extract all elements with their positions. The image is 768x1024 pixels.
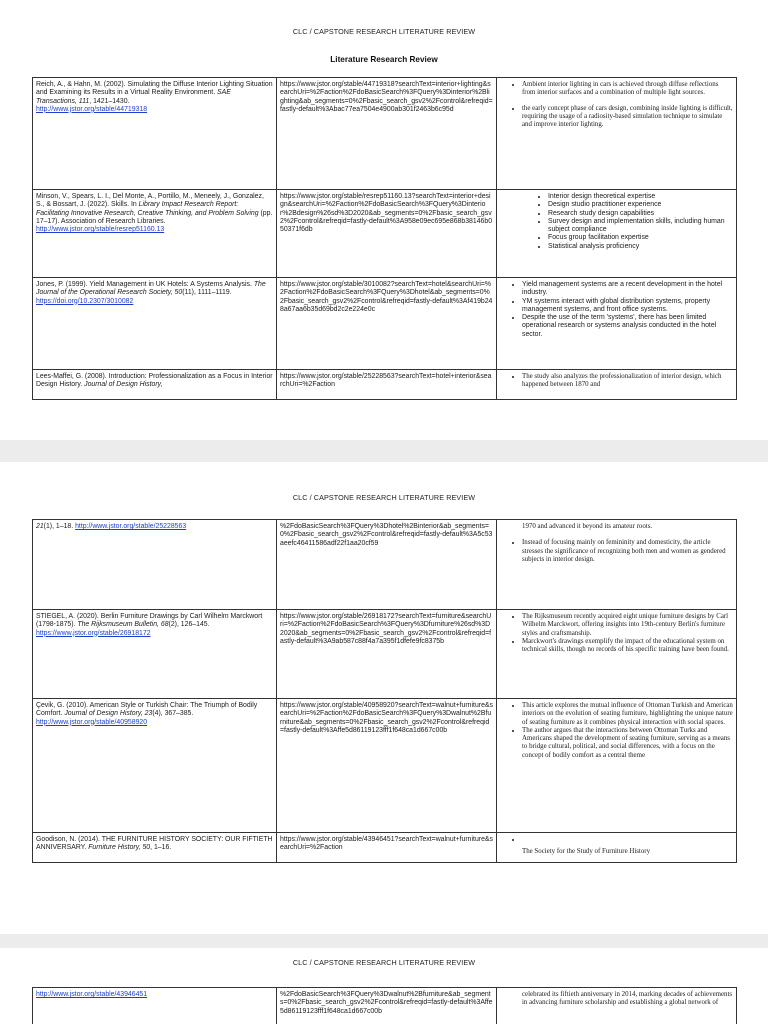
note-item: • The author argues that the interactions between Ottoman Turks and Americans shaped the development of seating furniture, serving as a means to bridge cultural, political, and social differences, with a focus on the concept of bodily comfort as a central theme	[522, 727, 733, 760]
citation-text: (11), 1111–1119.	[182, 289, 232, 297]
citation-text: Reich, A., & Hahn, M. (2002). Simulating the Diffuse Interior Lighting Situation and Examining its Results in a Virtual Reality Environment.	[36, 81, 273, 97]
note-item: • Yield management systems are a recent development in the hotel industry.	[522, 281, 733, 298]
notes-cell	[497, 278, 737, 370]
note-item: • Despite the use of the term 'systems', there has been limited operational research or systems analysis conducted in the hotel sector.	[522, 314, 733, 339]
citation-link[interactable]: http://www.jstor.org/stable/40958920	[36, 718, 148, 726]
citation-link[interactable]: http://www.jstor.org/stable/43946451	[36, 991, 148, 998]
search-url-cell: https://www.jstor.org/stable/25228563?searchText=hotel+interior&searchUri=%2Faction	[277, 370, 497, 400]
notes-cell	[497, 610, 737, 699]
notes-cell	[497, 78, 737, 190]
citation-link[interactable]: https://doi.org/10.2307/3010082	[36, 297, 134, 305]
table-row	[33, 833, 737, 863]
empty-bullet	[522, 836, 733, 848]
notes-cell	[497, 520, 737, 610]
table-row	[33, 370, 737, 400]
document-page-3	[0, 948, 768, 1024]
citation-text: Jones, P. (1999). Yield Management in UK Hotels: A Systems Analysis.	[36, 281, 254, 288]
table-row	[33, 988, 737, 1024]
citation-journal: The Journal of the Operational Research Society, 50	[36, 281, 266, 297]
citation-journal: Library Impact Research Report: Facilitating Innovative Research, Creative Thinking, and Problem Solving	[36, 201, 259, 217]
notes-cell	[497, 370, 737, 400]
literature-review-table	[32, 987, 737, 1024]
note-item: • Focus group facilitation expertise	[548, 234, 733, 242]
search-url-cell: https://www.jstor.org/stable/44719318?searchText=interior+lighting&searchUri=%2Faction%2FdoBasicSearch%3FQuery%3Dinterior%2Blighting&ab_segments=0%2Fbasic_search_gsv2%2Fcontrol&refreqid=fastly-default%3Abac77ea7504e4900ab301f2463b6c95d	[277, 78, 497, 190]
citation-text: STIEGEL, A. (2020). Berlin Furniture Drawings by Carl Wilhelm Marckwort (1798-1875).	[36, 613, 263, 629]
note-item: • The study also analyzes the professionalization of interior design, which happened between 1870 and	[522, 373, 733, 390]
notes-cell	[497, 833, 737, 863]
running-header: CLC / CAPSTONE RESEARCH LITERATURE REVIEW	[292, 493, 476, 502]
citation-text: Goodison, N. (2014). THE FURNITURE HISTORY SOCIETY: OUR FIFTIETH ANNIVERSARY.	[36, 836, 273, 852]
citation-journal: SAE Transactions, 111	[36, 89, 231, 105]
note-item: • the early concept phase of cars design, combining inside lighting is difficult, requiring the usage of a radiosity-based simulation technique to simulate and improve interior lighting.	[522, 105, 733, 130]
citation-journal: Journal of Design History,	[84, 381, 163, 389]
running-header: CLC / CAPSTONE RESEARCH LITERATURE REVIEW	[292, 958, 476, 967]
citation-cell	[33, 833, 277, 863]
citation-cell	[33, 370, 277, 400]
notes-cell	[497, 190, 737, 278]
note-item: • Research study design capabilities	[548, 210, 733, 218]
literature-review-table	[32, 77, 737, 400]
running-header: CLC / CAPSTONE RESEARCH LITERATURE REVIEW	[292, 27, 476, 36]
citation-text: , 1–16.	[150, 844, 172, 852]
search-url-cell: https://www.jstor.org/stable/43946451?searchText=walnut+furniture&searchUri=%2Faction	[277, 833, 497, 863]
notes-cell	[497, 988, 737, 1024]
citation-journal: Furniture History, 50	[88, 844, 151, 852]
citation-journal: Journal of Design History, 23	[64, 710, 153, 718]
citation-text: Minson, V., Spears, L. I., Del Monte, A., Portillo, M., Meneely, J., Gonzalez, S., & Bossart, J. (2022). Skills. In	[36, 193, 264, 209]
citation-text: Lees-Maffei, G. (2008). Introduction: Professionalization as a Focus in Interior Design History.	[36, 373, 273, 389]
citation-journal: 21	[36, 523, 44, 530]
citation-cell	[33, 699, 277, 833]
search-url-cell: https://www.jstor.org/stable/3010082?searchText=hotel&searchUri=%2Faction%2FdoBasicSearch%3FQuery%3Dhotel&ab_segments=0%2Fbasic_search_gsv2%2Fcontrol&refreqid=fastly-default%3Af419b248a67aa6b35d69bd2c2e224e0c	[277, 278, 497, 370]
citation-link[interactable]: http://www.jstor.org/stable/44719318	[36, 105, 148, 113]
citation-link[interactable]: http://www.jstor.org/stable/25228563	[75, 523, 187, 530]
citation-cell	[33, 520, 277, 610]
citation-text: , 1421–1430.	[89, 97, 130, 105]
search-url-cell: https://www.jstor.org/stable/26918172?searchText=furniture&searchUri=%2Faction%2FdoBasicSearch%3FQuery%3Dfurniture%26sd%3D2020&ab_segments=0%2Fbasic_search_gsv2%2Fcontrol&refreqid=fastly-default%3A9ab587c88f4a7a395f1dfefe9fc8375b	[277, 610, 497, 699]
citation-text: (pp. 17–17). Association of Research Libraries.	[36, 209, 273, 225]
citation-text: (4), 367–385.	[152, 710, 194, 718]
note-item: • Survey design and implementation skills, including human subject compliance	[548, 218, 733, 235]
citation-journal: The Rijksmuseum Bulletin, 68	[77, 621, 169, 629]
note-item: • Marckwort's drawings exemplify the impact of the educational system on technical skills, though no records of his specific training have been found.	[522, 638, 733, 655]
search-url-cell: %2FdoBasicSearch%3FQuery%3Dwalnut%2Bfurniture&ab_segments=0%2Fbasic_search_gsv2%2Fcontrol&refreqid=fastly-default%3Affe5d86119123fff1f648ca1d667c00b	[277, 988, 497, 1024]
note-item: • This article explores the mutual influence of Ottoman Turkish and American interiors on the evolution of seating furniture, highlighting the unique nature of seating furniture as it combines physical interaction with social spaces.	[522, 702, 733, 727]
note-item: • Design studio practitioner experience	[548, 201, 733, 209]
table-row	[33, 699, 737, 833]
citation-cell	[33, 190, 277, 278]
document-page-1	[0, 0, 768, 440]
table-row	[33, 520, 737, 610]
notes-cell	[497, 699, 737, 833]
document-page-2	[0, 462, 768, 934]
table-row	[33, 610, 737, 699]
citation-cell	[33, 610, 277, 699]
note-item: • YM systems interact with global distribution systems, property management systems, and front office systems.	[522, 298, 733, 315]
table-row	[33, 78, 737, 190]
note-item: The Society for the Study of Furniture History	[522, 848, 651, 855]
table-row	[33, 190, 737, 278]
note-continuation: 1970 and advanced it beyond its amateur roots.	[522, 523, 653, 530]
citation-link[interactable]: http://www.jstor.org/stable/resrep51160.13	[36, 226, 165, 234]
search-url-cell: https://www.jstor.org/stable/resrep51160.13?searchText=interior+design&searchUri=%2Faction%2FdoBasicSearch%3FQuery%3Dinterior%2Bdesign%26sd%3D2020&ab_segments=0%2Fbasic_search_gsv2%2Fcontrol&refreqid=fastly-default%3A958e09ec695e868b38146b050371f6db	[277, 190, 497, 278]
note-item: • Statistical analysis proficiency	[548, 243, 733, 251]
citation-text: (1), 1–18.	[43, 523, 76, 530]
document-title: Literature Research Review	[330, 55, 438, 64]
note-item: • The Rijksmuseum recently acquired eight unique furniture designs by Carl Wilhelm Marckwort, offering insights into 19th-century Berlin's furniture styles and craftsmanship.	[522, 613, 733, 638]
search-url-cell: https://www.jstor.org/stable/40958920?searchText=walnut+furniture&searchUri=%2Faction%2FdoBasicSearch%3FQuery%3Dwalnut%2Bfurniture&ab_segments=0%2Fbasic_search_gsv2%2Fcontrol&refreqid=fastly-default%3Affe5d86119123fff1f648ca1d667c00b	[277, 699, 497, 833]
table-row	[33, 278, 737, 370]
citation-cell	[33, 988, 277, 1024]
note-item: • Interior design theoretical expertise	[548, 193, 733, 201]
citation-text: Çevik, G. (2010). American Style or Turkish Chair: The Triumph of Bodily Comfort.	[36, 702, 258, 718]
literature-review-table	[32, 519, 737, 863]
search-url-cell: %2FdoBasicSearch%3FQuery%3Dhotel%2Binterior&ab_segments=0%2Fbasic_search_gsv2%2Fcontrol&refreqid=fastly-default%3A5c53aeefc46411586adf22f1aa20cf59	[277, 520, 497, 610]
citation-link[interactable]: https://www.jstor.org/stable/26918172	[36, 629, 151, 637]
citation-cell	[33, 278, 277, 370]
note-item: • Ambient interior lighting in cars is achieved through diffuse reflections from interior surfaces and a combination of multiple light sources.	[522, 81, 733, 98]
note-item: • Instead of focusing mainly on femininity and domesticity, the article stresses the significance of recognizing both men and women as gendered subjects in interior design.	[522, 539, 733, 564]
citation-cell	[33, 78, 277, 190]
note-continuation: celebrated its fiftieth anniversary in 2014, marking decades of achievements in advancing furniture scholarship and establishing a global network of	[522, 991, 733, 1007]
citation-text: (2), 126–145.	[168, 621, 210, 629]
